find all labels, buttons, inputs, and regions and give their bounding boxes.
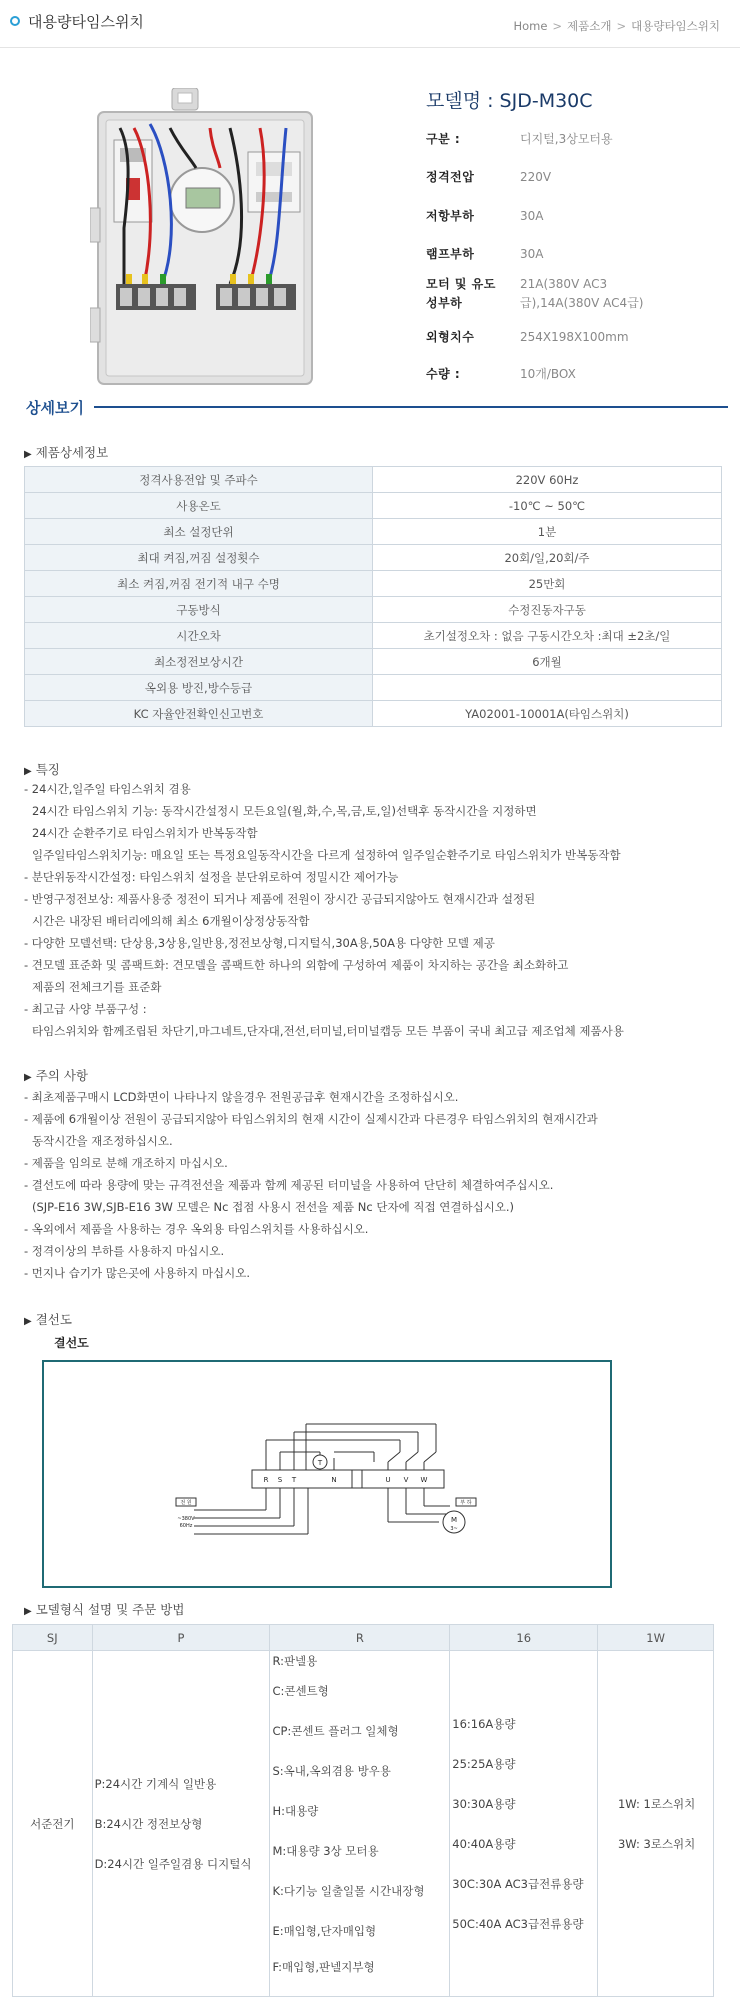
- list-item: CP:콘센트 플러그 일체형: [272, 1724, 399, 1738]
- features-list: [24, 778, 624, 1042]
- list-item: 3W: 3로스위치: [617, 1836, 696, 1851]
- spec-value: 254X198X100mm: [520, 330, 629, 344]
- page-title: 대용량타임스위치: [28, 13, 144, 31]
- list-item: K:다기능 일출일몰 시간내장형: [272, 1884, 425, 1898]
- terminal-label-r: R: [263, 1476, 269, 1484]
- table-row: [25, 649, 722, 675]
- triangle-bullet-icon: ▶: [24, 766, 32, 777]
- table-cell: 수정진동자구동: [373, 597, 722, 623]
- table-header-cell: KC 자율안전확인신고번호: [25, 701, 373, 727]
- terminal-label-u: U: [385, 1476, 391, 1484]
- table-cell: [270, 1651, 450, 1997]
- list-item: - 제품을 임의로 분해 개조하지 마십시오.: [24, 1156, 228, 1170]
- triangle-bullet-icon: ▶: [24, 449, 32, 460]
- list-item: E:매입형,단자매입형: [272, 1924, 377, 1938]
- wiring-diagram: [42, 1360, 612, 1588]
- table-row: [25, 519, 722, 545]
- list-item: 제품의 전체크기를 표준화: [32, 980, 162, 994]
- table-row: [25, 545, 722, 571]
- triangle-bullet-icon: ▶: [24, 1316, 32, 1327]
- table-cell: 25만회: [373, 571, 722, 597]
- list-item: - 최고급 사양 부품구성 :: [24, 1002, 147, 1016]
- triangle-bullet-icon: ▶: [24, 1606, 32, 1617]
- cautions-subtitle-text: 주의 사항: [35, 1068, 88, 1083]
- table-header-cell: 정격사용전압 및 주파수: [25, 467, 373, 493]
- page-header: [0, 0, 740, 48]
- spec-key: 외형치수: [426, 330, 475, 344]
- list-item: - 옥외에서 제품을 사용하는 경우 옥외용 타임스위치를 사용하십시오.: [24, 1222, 369, 1236]
- breadcrumb-home[interactable]: Home: [513, 19, 548, 33]
- list-item: 일주일타임스위치기능: 매요일 또는 특정요일동작시간을 다르게 설정하여 일주일순환주기로 타임스위치가 반복동작함: [32, 848, 621, 862]
- spec-value: 디지털,3상모터용: [520, 132, 613, 146]
- list-item: - 분단위동작시간설정: 타임스위치 설정을 분단위로하여 정밀시간 제어가능: [24, 870, 399, 884]
- terminal-label-w: W: [420, 1476, 428, 1484]
- table-header-cell: 옥외용 방진,방수등급: [25, 675, 373, 701]
- table-header-cell: 구동방식: [25, 597, 373, 623]
- table-cell: YA02001-10001A(타임스위치): [373, 701, 722, 727]
- column-header: 16: [450, 1625, 598, 1651]
- column-header: R: [270, 1625, 450, 1651]
- wiring-subtitle: [24, 1310, 72, 1328]
- spec-key: 정격전압: [426, 170, 475, 184]
- product-image: [90, 88, 320, 388]
- supply-note-voltage: ~380V: [177, 1516, 195, 1522]
- table-row: [25, 493, 722, 519]
- table-cell: 20회/일,20회/주: [373, 545, 722, 571]
- table-cell: [598, 1651, 714, 1997]
- terminal-label-s: S: [277, 1476, 283, 1484]
- cautions-list: [24, 1086, 598, 1284]
- list-item: (SJP-E16 3W,SJB-E16 3W 모델은 Nc 접점 사용시 전선을 제품 Nc 단자에 직접 연결하십시오.): [32, 1200, 515, 1214]
- triangle-bullet-icon: ▶: [24, 1072, 32, 1083]
- table-cell: 6개월: [373, 649, 722, 675]
- list-item: 24시간 타임스위치 기능: 동작시간설정시 모든요일(월,화,수,목,금,토,일)선택후 동작시간을 지정하면: [32, 804, 537, 818]
- table-row: [25, 623, 722, 649]
- table-header-cell: 시간오차: [25, 623, 373, 649]
- list-item: D:24시간 일주일겸용 디지털식: [94, 1856, 252, 1871]
- list-item: M:대용량 3상 모터용: [272, 1844, 379, 1858]
- list-item: - 제품에 6개월이상 전원이 공급되지않아 타임스위치의 현재 시간이 실제시간과 다른경우 타임스위치의 현재시간과: [24, 1112, 598, 1126]
- table-cell: -10℃ ~ 50℃: [373, 493, 722, 519]
- table-cell: [92, 1651, 270, 1997]
- list-item: 16:16A용량: [452, 1716, 516, 1731]
- terminal-label-n: N: [331, 1476, 337, 1484]
- title-bullet-icon: [10, 16, 20, 26]
- list-item: P:24시간 기계식 일반용: [94, 1776, 217, 1791]
- features-subtitle-text: 특징: [35, 762, 60, 777]
- load-tag: 부 하: [460, 1500, 472, 1506]
- list-item: - 견모델 표준화 및 콤팩트화: 견모델을 콤팩트한 하나의 외함에 구성하여 제품이 차지하는 공간을 최소화하고: [24, 958, 569, 972]
- table-header-cell: 최소정전보상시간: [25, 649, 373, 675]
- list-item: - 결선도에 따라 용량에 맞는 규격전선을 제품과 함께 제공된 터미널을 사용하여 단단히 체결하여주십시오.: [24, 1178, 554, 1192]
- table-cell: 220V 60Hz: [373, 467, 722, 493]
- table-cell: 초기설정오차 : 없음 구동시간오차 :최대 ±2초/일: [373, 623, 722, 649]
- list-item: 30C:30A AC3급전류용량: [452, 1876, 584, 1891]
- list-item: - 최초제품구매시 LCD화면이 나타나지 않을경우 전원공급후 현재시간을 조정하십시오.: [24, 1090, 459, 1104]
- table-header-cell: 최소 켜짐,꺼짐 전기적 내구 수명: [25, 571, 373, 597]
- spec-key: 구분 :: [426, 132, 461, 146]
- list-item: B:24시간 정전보상형: [94, 1816, 203, 1831]
- detail-section-header: [26, 394, 728, 420]
- table-cell: [450, 1651, 598, 1997]
- table-row: [25, 701, 722, 727]
- list-item: 1W: 1로스위치: [617, 1796, 696, 1811]
- list-item: 동작시간을 재조정하십시오.: [32, 1134, 173, 1148]
- spec-key: 저항부하: [426, 209, 475, 223]
- features-subtitle: [24, 760, 60, 778]
- spec-key: 수량 :: [426, 367, 461, 381]
- breadcrumb: [513, 18, 720, 34]
- spec-value: 30A: [520, 247, 544, 261]
- list-item: 25:25A용량: [452, 1756, 516, 1771]
- list-item: - 반영구정전보상: 제품사용중 정전이 되거나 제품에 전원이 장시간 공급되지않아도 현재시간과 설정된: [24, 892, 536, 906]
- spec-key: 모터 및 유도성부하: [426, 277, 496, 310]
- detail-subtitle: [24, 443, 108, 461]
- table-header-cell: 최대 켜짐,꺼짐 설정횟수: [25, 545, 373, 571]
- breadcrumb-current: 대용량타임스위치: [631, 19, 720, 33]
- list-item: H:대용량: [272, 1804, 319, 1818]
- breadcrumb-products[interactable]: 제품소개: [567, 19, 612, 33]
- list-item: 시간은 내장된 배터리에의해 최소 6개월이상정상동작함: [32, 914, 310, 928]
- list-item: C:콘센트형: [272, 1684, 329, 1698]
- table-header-cell: 최소 설정단위: [25, 519, 373, 545]
- table-row: [13, 1651, 714, 1997]
- supply-note-frequency: 60Hz: [179, 1523, 193, 1529]
- supply-tag: 전 원: [180, 1500, 192, 1506]
- list-item: - 정격이상의 부하를 사용하지 마십시오.: [24, 1244, 225, 1258]
- list-item: F:매입형,판넬지부형: [272, 1960, 375, 1974]
- table-cell: [373, 675, 722, 701]
- list-item: 타임스위치와 함께조립된 차단기,마그네트,단자대,전선,터미널,터미널캡등 모든 부품이 국내 최고급 제조업체 제품사용: [32, 1024, 624, 1038]
- table-header-cell: 사용온도: [25, 493, 373, 519]
- breadcrumb-separator: >: [552, 19, 563, 33]
- motor-label: M: [450, 1516, 458, 1524]
- table-row: [25, 675, 722, 701]
- timer-label: T: [317, 1459, 323, 1467]
- section-title: 상세보기: [26, 399, 84, 417]
- cautions-subtitle: [24, 1066, 88, 1084]
- list-item: - 먼지나 습기가 많은곳에 사용하지 마십시오.: [24, 1266, 251, 1280]
- model-name: 모델명 : SJD-M30C: [426, 90, 593, 112]
- list-item: 30:30A용량: [452, 1796, 516, 1811]
- list-item: S:옥내,옥외겸용 방우용: [272, 1764, 391, 1778]
- table-row: [25, 597, 722, 623]
- wiring-diagram-svg: [44, 1362, 610, 1586]
- spec-value: 21A(380V AC3급),14A(380V AC4급): [520, 277, 644, 310]
- terminal-label-v: V: [403, 1476, 409, 1484]
- column-header: 1W: [598, 1625, 714, 1651]
- list-item: 50C:40A AC3급전류용량: [452, 1916, 584, 1931]
- section-divider: [94, 406, 728, 408]
- wiring-subtitle-text: 결선도: [35, 1312, 72, 1327]
- column-header: P: [92, 1625, 270, 1651]
- spec-value: 30A: [520, 209, 544, 223]
- order-subtitle: [24, 1600, 184, 1618]
- breadcrumb-separator: >: [616, 19, 627, 33]
- list-item: - 다양한 모델선택: 단상용,3상용,일반용,정전보상형,디지털식,30A용,50A용 다양한 모델 제공: [24, 936, 495, 950]
- table-cell: 1분: [373, 519, 722, 545]
- table-cell: 서준전기: [13, 1651, 93, 1997]
- motor-sub-label: 3~: [450, 1526, 458, 1532]
- spec-value: 10개/BOX: [520, 367, 576, 381]
- list-item: 24시간 순환주기로 타임스위치가 반복동작함: [32, 826, 258, 840]
- list-item: - 24시간,일주일 타임스위치 겸용: [24, 782, 191, 796]
- table-header-row: [13, 1625, 714, 1651]
- detail-subtitle-text: 제품상세정보: [35, 445, 109, 460]
- table-row: [25, 571, 722, 597]
- order-subtitle-text: 모델형식 설명 및 주문 방법: [35, 1602, 185, 1617]
- list-item: 40:40A용량: [452, 1836, 516, 1851]
- table-row: [25, 467, 722, 493]
- terminal-label-t: T: [291, 1476, 297, 1484]
- spec-key: 램프부하: [426, 247, 475, 261]
- list-item: R:판넬용: [272, 1654, 318, 1668]
- column-header: SJ: [13, 1625, 93, 1651]
- order-table: [12, 1624, 714, 1997]
- detail-table: [24, 466, 722, 727]
- spec-value: 220V: [520, 170, 552, 184]
- wiring-label: 결선도: [54, 1336, 89, 1350]
